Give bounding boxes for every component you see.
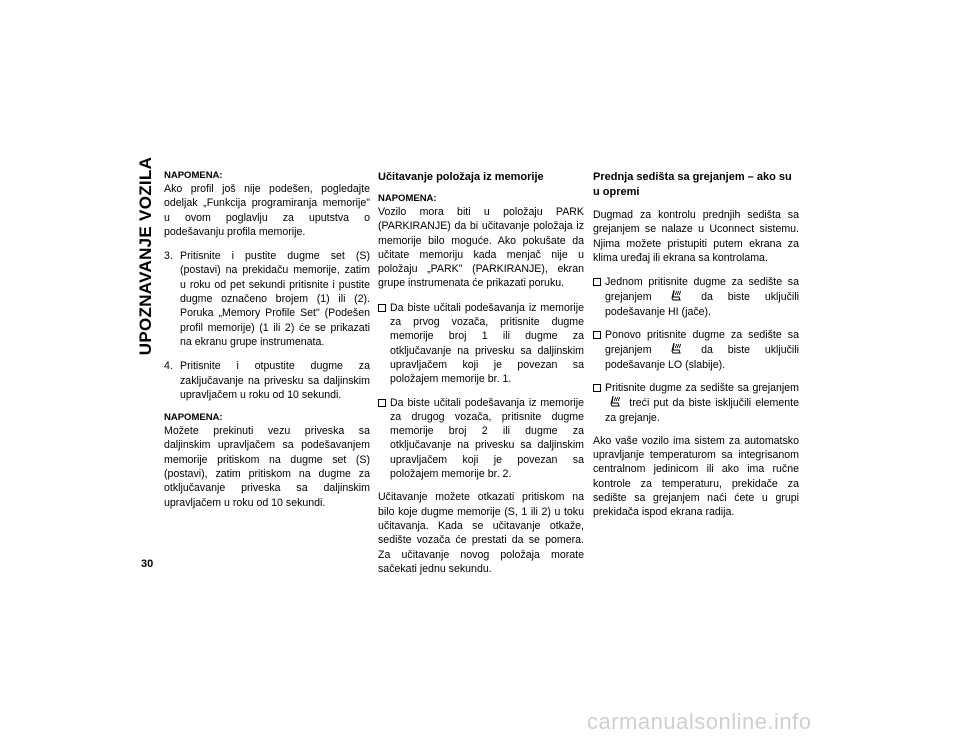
bullet-item: [378, 396, 584, 482]
step-number: 3.: [164, 250, 173, 263]
note-text: Možete prekinuti vezu priveska sa daljinskim upravljačem sa podešavanjem memorije pritiskom na dugme set (S) (postavi), zatim pritiskom na dugme za otključavanje priveska sa daljinskim upravljačem u roku od 10 sekundi.: [164, 425, 370, 509]
bullet-text-before: Ponovo pritisnite dugme za sedište sa grejanjem: [605, 329, 799, 357]
step-text: Pritisnite i pustite dugme set (S) (postavi) na prekidaču memorije, zatim u roku od pet sekundi pritisnite i pustite dugme označeno brojem (1) ili (2). Poruka „Memory Profile Set" (Podešen profil memorije) (1 ili 2) će se prikazati na ekranu grupe instrumenata.: [180, 250, 370, 348]
heated-seat-icon: [668, 289, 684, 303]
paragraph: Ako vaše vozilo ima sistem za automatsko upravljanje temperaturom sa integrisanom centralnom jedinicom ili ako ima ručne kontrole za temperaturu, prekidače za sedište sa grejanjem naći ćete u grupi prekidača ispod ekrana radija.: [593, 434, 799, 519]
section-side-title: [135, 156, 157, 356]
checkbox-bullet-icon: [593, 331, 601, 339]
note-text: Ako profil još nije podešen, pogledajte odeljak „Funkcija programiranja memorije" u ovom poglavlju za uputstva o podešavanju profila memorije.: [164, 183, 370, 238]
steps-list: [164, 249, 370, 402]
paragraph: Dugmad za kontrolu prednjih sedišta sa grejanjem se nalaze u Uconnect sistemu. Njima možete pristupiti putem ekrana za klima uređaj ili ekrana sa kontrolama.: [593, 209, 799, 264]
step-item: [164, 359, 370, 402]
bullet-list: [593, 275, 799, 425]
column-3: [593, 170, 799, 530]
note-label: NAPOMENA:: [378, 193, 437, 204]
bullet-text-before: Pritisnite dugme za sedište sa grejanjem: [605, 381, 799, 394]
bullet-text-after: da biste uključili podešavanje LO (slabije).: [605, 344, 799, 371]
page-number: 30: [141, 558, 154, 570]
section-heading: Učitavanje položaja iz memorije: [378, 171, 544, 183]
bullet-text-before: Jednom pritisnite dugme za sedište sa grejanjem: [605, 276, 799, 304]
column-2: [378, 170, 584, 586]
bullet-item: [593, 381, 799, 425]
column-1: [164, 170, 370, 520]
bullet-text: Da biste učitali podešavanja iz memorije za drugog vozača, pritisnite dugme memorije broj 2 ili dugme za otključavanje na privesku sa daljinskim upravljačem koji je povezan sa položajem memorije br. 2.: [390, 396, 584, 481]
bullet-text-after: da biste uključili podešavanje HI (jače).: [605, 291, 799, 318]
bullet-list: [378, 301, 584, 482]
checkbox-bullet-icon: [593, 384, 601, 392]
heated-seat-icon: [607, 395, 623, 409]
step-item: [164, 249, 370, 349]
step-number: 4.: [164, 360, 173, 373]
watermark: carmanualsonline.info: [587, 709, 812, 734]
bullet-text-after: treći put da biste isključili elemente za grejanje.: [605, 397, 799, 424]
checkbox-bullet-icon: [378, 304, 386, 312]
checkbox-bullet-icon: [593, 278, 601, 286]
note-text: Vozilo mora biti u položaju PARK (PARKIRANJE) da bi učitavanje položaja iz memorije bilo moguće. Ako pokušate da učitate memoriju kada menjač nije u položaju „PARK" (PARKIRANJE), ekran grupe instrumenata će prikazati poruku.: [378, 206, 584, 290]
heated-seat-icon: [668, 342, 684, 356]
bullet-item: [593, 328, 799, 372]
step-text: Pritisnite i otpustite dugme za zaključavanje na privesku sa daljinskim upravljačem u roku od 10 sekundi.: [180, 360, 370, 401]
bullet-item: [378, 301, 584, 387]
note-label: NAPOMENA:: [164, 170, 223, 181]
bullet-item: [593, 275, 799, 319]
checkbox-bullet-icon: [378, 399, 386, 407]
note-label: NAPOMENA:: [164, 412, 223, 424]
section-side-title-text: UPOZNAVANJE VOZILA: [136, 156, 155, 356]
paragraph: Učitavanje možete otkazati pritiskom na bilo koje dugme memorije (S, 1 ili 2) u toku učitavanja. Kada se učitavanje otkaže, sedište vozača će prestati da se pomera. Za učitavanje novog položaja morate sačekati jednu sekundu.: [378, 491, 584, 575]
section-heading: Prednja sedišta sa grejanjem – ako su u opremi: [593, 171, 792, 198]
bullet-text: Da biste učitali podešavanja iz memorije za prvog vozača, pritisnite dugme memorije broj 1 ili dugme za otključavanje na privesku sa daljinskim upravljačem koji je povezan sa položajem memorije br. 1.: [390, 301, 584, 386]
